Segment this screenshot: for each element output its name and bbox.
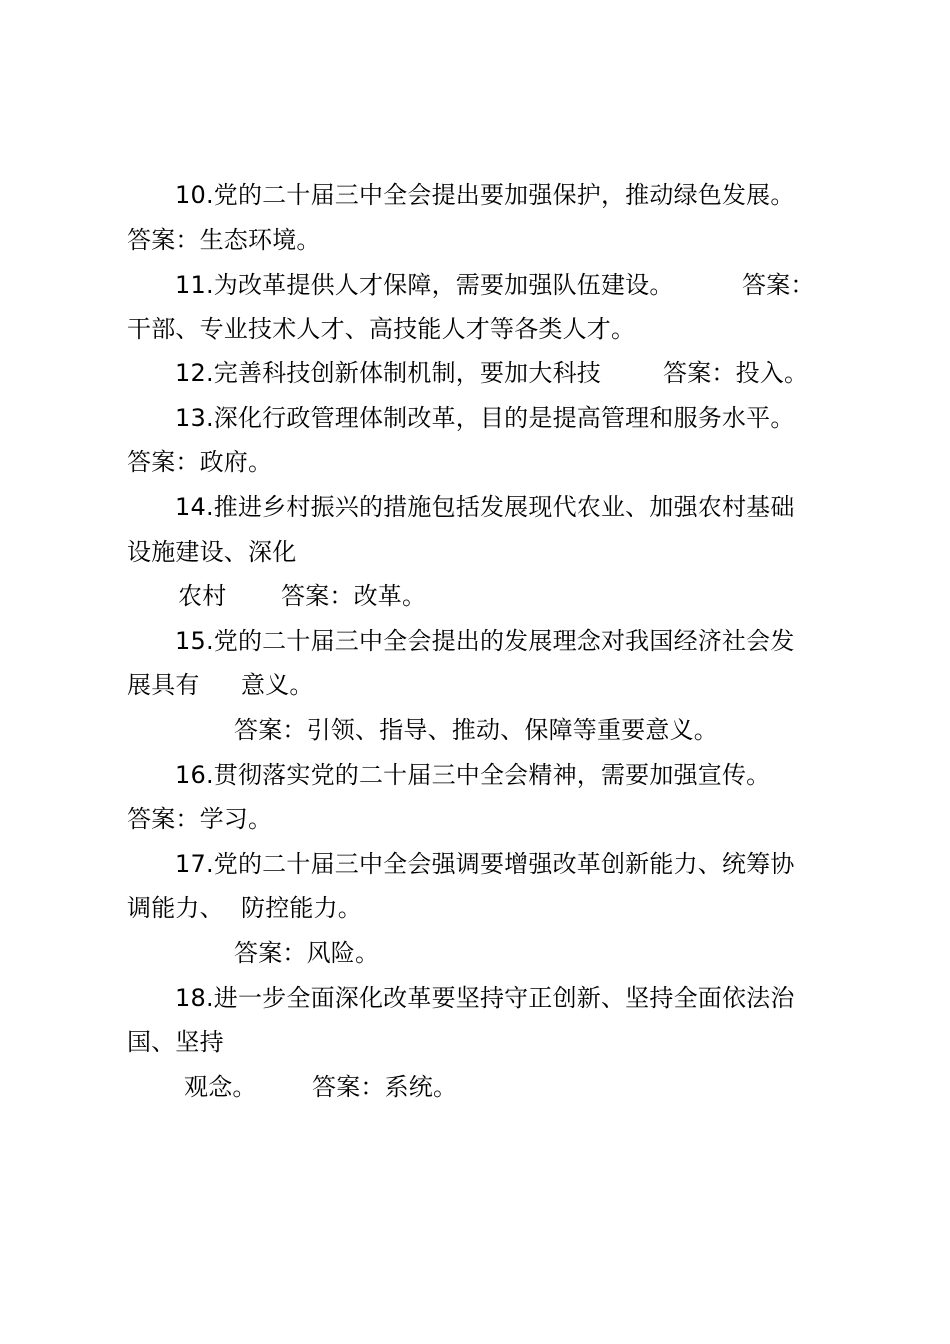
answer-14-text: 答案：改革。	[281, 582, 427, 610]
question-17-end: 防控能力。	[241, 894, 362, 922]
question-15-text: 15.党的二十届三中全会提出的发展理念对我国经济社会发	[175, 627, 795, 655]
question-17-text: 17.党的二十届三中全会强调要增强改革创新能力、统筹协	[175, 850, 795, 878]
question-14-blank-line: 农村	[178, 582, 227, 610]
question-18-text: 18.进一步全面深化改革要坚持守正创新、坚持全面依法治	[175, 984, 795, 1012]
question-15-continued: 展具有	[127, 671, 200, 699]
question-10-text: 10.党的二十届三中全会提出要加强保护，推动绿色发展。	[175, 181, 795, 209]
question-11-text: 11.为改革提供人才保障，需要加强队伍建设。	[175, 271, 674, 299]
answer-17-text: 答案：风险。	[234, 939, 380, 967]
answer-11-label: 答案：	[742, 271, 815, 299]
answer-18-text: 答案：系统。	[312, 1073, 458, 1101]
answer-15-text: 答案：引领、指导、推动、保障等重要意义。	[234, 716, 718, 744]
answer-16-text: 答案：学习。	[127, 805, 273, 833]
answer-13-text: 答案：政府。	[127, 448, 273, 476]
question-13-text: 13.深化行政管理体制改革，目的是提高管理和服务水平。	[175, 404, 795, 432]
question-18-continued: 国、坚持	[127, 1028, 224, 1056]
question-12-text: 12.完善科技创新体制机制，要加大科技	[175, 359, 601, 387]
question-17-continued: 调能力、	[127, 894, 224, 922]
question-14-continued: 设施建设、深化	[127, 538, 297, 566]
question-16-text: 16.贯彻落实党的二十届三中全会精神，需要加强宣传。	[175, 761, 771, 789]
question-15-end: 意义。	[241, 671, 314, 699]
question-14-text: 14.推进乡村振兴的措施包括发展现代农业、加强农村基础	[175, 493, 795, 521]
answer-11-text: 干部、专业技术人才、高技能人才等各类人才。	[127, 315, 636, 343]
question-18-end: 观念。	[184, 1073, 257, 1101]
answer-10-text: 答案：生态环境。	[127, 226, 321, 254]
answer-12-text: 答案：投入。	[663, 359, 809, 387]
